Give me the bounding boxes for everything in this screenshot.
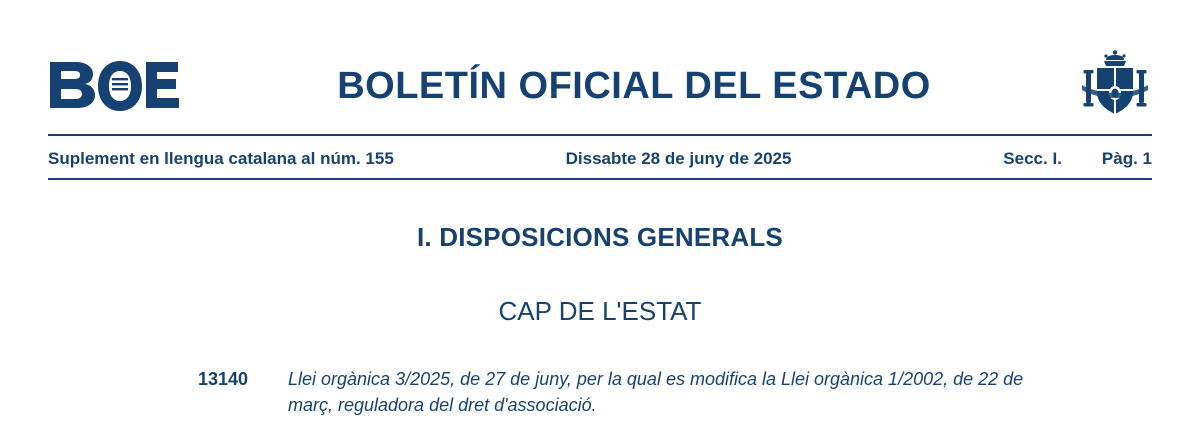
- entry-number: 13140: [198, 369, 249, 389]
- page-title: BOLETÍN OFICIAL DEL ESTADO: [337, 64, 931, 107]
- organ-heading: CAP DE L'ESTAT: [498, 296, 702, 326]
- publication-date: Dissabte 28 de juny de 2025: [565, 149, 792, 168]
- entry-title[interactable]: Llei orgànica 3/2025, de 27 de juny, per la qual es modifica la Llei orgànica 1/2002, de 22 de març, reguladora del dret d'associació.: [288, 369, 1024, 416]
- spain-coat-of-arms-icon: [1078, 49, 1152, 123]
- boe-logo-icon: [48, 60, 180, 112]
- divider-bottom: [48, 178, 1152, 180]
- page-label: Pàg. 1: [1101, 149, 1152, 168]
- section-label: Secc. I.: [1003, 149, 1062, 168]
- masthead: [48, 48, 1152, 124]
- supplement-label: Suplement en llengua catalana al núm. 155: [48, 149, 394, 168]
- section-heading: I. DISPOSICIONS GENERALS: [417, 222, 783, 252]
- info-bar: [48, 142, 1152, 176]
- divider-top: [48, 134, 1152, 136]
- disposition-entry: [198, 366, 1058, 418]
